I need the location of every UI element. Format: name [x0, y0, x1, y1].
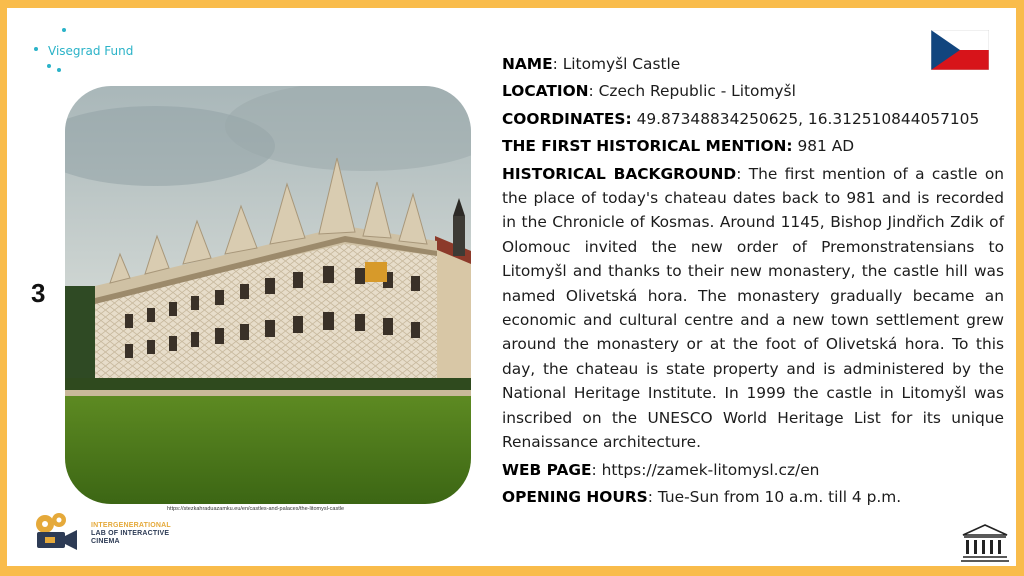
opening-hours-value: : Tue-Sun from 10 a.m. till 4 p.m. [647, 487, 902, 506]
web-page-label: WEB PAGE [502, 460, 592, 479]
film-camera-icon [33, 510, 89, 554]
first-mention-label: THE FIRST HISTORICAL MENTION: [502, 137, 793, 156]
slide-card [7, 8, 1016, 566]
visegrad-fund-text: Visegrad Fund [48, 44, 134, 58]
first-mention-row [502, 134, 1004, 158]
coordinates-row [502, 107, 1004, 131]
location-value: : Czech Republic - Litomyšl [588, 82, 796, 101]
lab-line-3: CINEMA [91, 538, 120, 545]
slide-number: 3 [31, 278, 46, 308]
coordinates-value: 49.87348834250625, 16.312510844057105 [631, 109, 980, 128]
name-value: : Litomyšl Castle [552, 55, 681, 73]
castle-info [502, 52, 1004, 512]
web-page-link[interactable]: : https://zamek-litomysl.cz/en [591, 460, 820, 479]
historical-background [502, 162, 1004, 455]
visegrad-fund-logo [29, 28, 139, 74]
location-label: LOCATION [502, 82, 589, 101]
name-label: NAME [502, 55, 553, 73]
photo-credit: https://stezkahraduazamku.eu/en/castles-and-palaces/the-litomysl-castle [167, 506, 345, 512]
lab-interactive-cinema-logo [33, 510, 183, 554]
castle-photo [65, 86, 471, 504]
unesco-logo-icon [960, 524, 1010, 564]
web-page-row [502, 458, 1004, 482]
opening-hours-row [502, 485, 1004, 509]
coordinates-label: COORDINATES: [502, 109, 632, 128]
location-row [502, 79, 1004, 103]
first-mention-value: 981 AD [792, 137, 855, 156]
lab-line-1: INTERGENERATIONAL [91, 522, 171, 529]
lab-line-2: LAB OF INTERACTIVE [91, 530, 170, 537]
historical-background-label: HISTORICAL BACKGROUND [502, 164, 737, 183]
opening-hours-label: OPENING HOURS [502, 487, 648, 506]
name-row [502, 52, 1004, 76]
historical-background-text: : The first mention of a castle on the place of today's chateau dates back to 981 and is recorded in the Chronicle of Kosmas. Around 1145, Bishop Jindřich Zdik of Olomouc invited the new order of Premonstratensians to Litomyšl and thanks to their new monastery, the castle hill was named Olivetská hora. The monastery gradually became an economic and cultural centre and a new town settlement grew around the monastery or at the foot of Olivetská hora. To this day, the chateau is state property and is administered by the National Heritage Institute. In 1999 the castle in Litomyšl was inscribed on the UNESCO World Heritage List for its unique Renaissance architecture. [502, 164, 1004, 452]
